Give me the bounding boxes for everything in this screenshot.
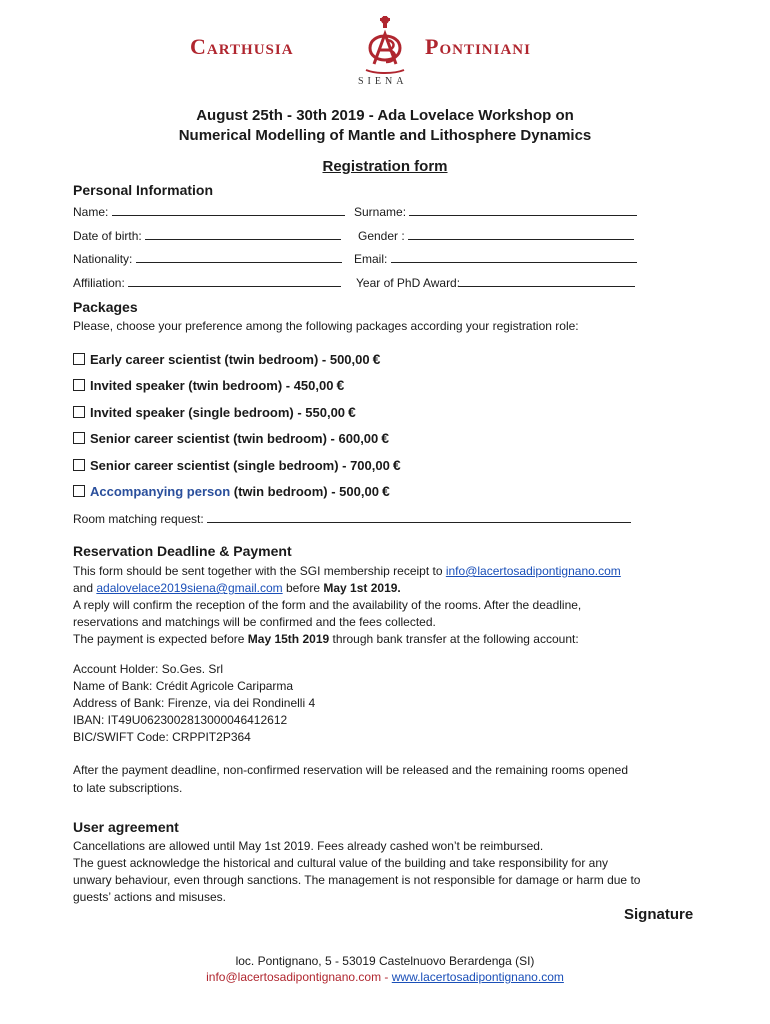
- package-label-accompanying: Accompanying person: [90, 483, 231, 499]
- after-deadline-text: [73, 762, 628, 797]
- account-holder: Account Holder: So.Ges. Srl: [73, 662, 224, 676]
- nationality-label: Nationality:: [73, 252, 133, 266]
- agreement-heading: User agreement: [73, 819, 179, 835]
- checkbox[interactable]: [73, 353, 85, 365]
- email-label: Email:: [354, 252, 388, 266]
- package-label-rest: (twin bedroom) - 500,00: [230, 483, 379, 499]
- reservation-line-5: [73, 631, 713, 648]
- euro-sign: €: [392, 457, 401, 473]
- reservation-line-2: [73, 580, 713, 597]
- brand-left: Carthusia: [190, 34, 294, 59]
- gender-field[interactable]: [358, 227, 634, 243]
- packages-heading: Packages: [73, 299, 138, 315]
- workshop-email-link[interactable]: adalovelace2019siena@gmail.com: [96, 581, 283, 595]
- agreement-line-3: unwary behaviour, even through sanctions. The management is not responsible for damage or harm due to: [73, 873, 641, 887]
- email-input-line[interactable]: [391, 250, 637, 263]
- name-input-line[interactable]: [112, 203, 345, 216]
- info-email-link[interactable]: info@lacertosadipontignano.com: [445, 564, 621, 578]
- payment-text-1: The payment is expected before: [73, 632, 248, 646]
- reservation-line-3: A reply will confirm the reception of the form and the availability of the rooms. After the deadline,: [73, 598, 582, 612]
- after-deadline-line-1: After the payment deadline, non-confirmed reservation will be released and the remaining rooms opened: [73, 763, 628, 777]
- gender-input-line[interactable]: [408, 227, 634, 240]
- email-field[interactable]: [354, 250, 637, 266]
- title-line-2: Numerical Modelling of Mantle and Lithosphere Dynamics: [178, 127, 592, 144]
- checkbox[interactable]: [73, 459, 85, 471]
- title-line-1: August 25th - 30th 2019 - Ada Lovelace Workshop on: [196, 107, 574, 124]
- euro-sign: €: [381, 430, 390, 446]
- euro-sign: €: [336, 377, 345, 393]
- surname-label: Surname:: [354, 205, 407, 219]
- package-label: Senior career scientist (single bedroom) - 700,00: [90, 457, 390, 473]
- room-matching-label: Room matching request:: [73, 512, 204, 526]
- package-label: Invited speaker (twin bedroom) - 450,00: [90, 377, 334, 393]
- form-title: Registration form: [322, 158, 448, 175]
- reservation-text-2: and: [73, 581, 97, 595]
- bank-details: [73, 661, 315, 746]
- reservation-heading: Reservation Deadline & Payment: [73, 543, 292, 559]
- bic-swift: BIC/SWIFT Code: CRPPIT2P364: [73, 730, 251, 744]
- package-label: Senior career scientist (twin bedroom) - 600,00: [90, 430, 379, 446]
- iban: IBAN: IT49U0623002813000046412612: [73, 713, 288, 727]
- checkbox[interactable]: [73, 406, 85, 418]
- agreement-line-1: Cancellations are allowed until May 1st 2019. Fees already cashed won’t be reimbursed.: [73, 839, 544, 853]
- payment-deadline: May 15th 2019: [247, 632, 330, 646]
- surname-field[interactable]: [354, 203, 637, 219]
- nationality-input-line[interactable]: [136, 250, 342, 263]
- name-label: Name:: [73, 205, 109, 219]
- reservation-text: [73, 563, 713, 648]
- phd-field[interactable]: [356, 274, 635, 290]
- packages-intro: Please, choose your preference among the following packages according your registration role:: [73, 319, 579, 333]
- reservation-line-4: reservations and matchings will be confirmed and the fees collected.: [73, 615, 436, 629]
- brand-city: SIENA: [358, 76, 408, 87]
- bank-address: Address of Bank: Firenze, via dei Rondinelli 4: [73, 696, 316, 710]
- euro-sign: €: [381, 483, 390, 499]
- reservation-text-1: This form should be sent together with the SGI membership receipt to: [73, 564, 446, 578]
- footer-address: loc. Pontignano, 5 - 53019 Castelnuovo Berardenga (SI): [235, 954, 535, 968]
- name-field[interactable]: [73, 203, 345, 219]
- agreement-line-4: guests’ actions and misuses.: [73, 890, 226, 904]
- reservation-deadline: May 1st 2019.: [323, 581, 401, 595]
- reservation-line-1: [73, 563, 713, 580]
- package-option-early-career[interactable]: [73, 351, 380, 367]
- affiliation-field[interactable]: [73, 274, 341, 290]
- monogram-logo-icon: [356, 14, 414, 78]
- nationality-field[interactable]: [73, 250, 342, 266]
- checkbox[interactable]: [73, 485, 85, 497]
- dob-label: Date of birth:: [73, 229, 142, 243]
- agreement-text: [73, 838, 713, 906]
- affiliation-label: Affiliation:: [73, 276, 125, 290]
- package-option-senior-twin[interactable]: [73, 430, 389, 446]
- surname-input-line[interactable]: [409, 203, 637, 216]
- checkbox[interactable]: [73, 432, 85, 444]
- phd-input-line[interactable]: [459, 274, 635, 287]
- reservation-text-3: before: [282, 581, 324, 595]
- payment-text-2: through bank transfer at the following account:: [329, 632, 579, 646]
- euro-sign: €: [348, 404, 356, 420]
- footer-links: [0, 970, 770, 984]
- checkbox[interactable]: [73, 379, 85, 391]
- signature-label: Signature: [624, 906, 694, 923]
- package-label: Invited speaker (single bedroom) - 550,00: [90, 404, 346, 420]
- room-matching-field[interactable]: [73, 510, 631, 526]
- dob-input-line[interactable]: [145, 227, 341, 240]
- brand-right: Pontiniani: [425, 34, 531, 59]
- personal-heading: Personal Information: [73, 182, 214, 198]
- package-option-senior-single[interactable]: [73, 457, 401, 473]
- footer-website-link[interactable]: www.lacertosadipontignano.com: [391, 970, 564, 984]
- package-option-accompanying[interactable]: [73, 483, 390, 499]
- affiliation-input-line[interactable]: [128, 274, 341, 287]
- footer-email[interactable]: info@lacertosadipontignano.com: [206, 970, 382, 984]
- package-label: Early career scientist (twin bedroom) - 500,00: [90, 351, 370, 367]
- package-option-invited-twin[interactable]: [73, 377, 344, 393]
- agreement-line-2: The guest acknowledge the historical and cultural value of the building and take responsibility for any: [73, 856, 608, 870]
- euro-sign: €: [372, 351, 381, 367]
- room-matching-input-line[interactable]: [207, 510, 631, 523]
- dob-field[interactable]: [73, 227, 341, 243]
- footer-separator: -: [381, 970, 392, 984]
- after-deadline-line-2: to late subscriptions.: [73, 781, 183, 795]
- bank-name: Name of Bank: Crédit Agricole Cariparma: [73, 679, 294, 693]
- phd-label: Year of PhD Award:: [356, 276, 461, 290]
- package-option-invited-single[interactable]: [73, 404, 356, 420]
- gender-label: Gender :: [358, 229, 405, 243]
